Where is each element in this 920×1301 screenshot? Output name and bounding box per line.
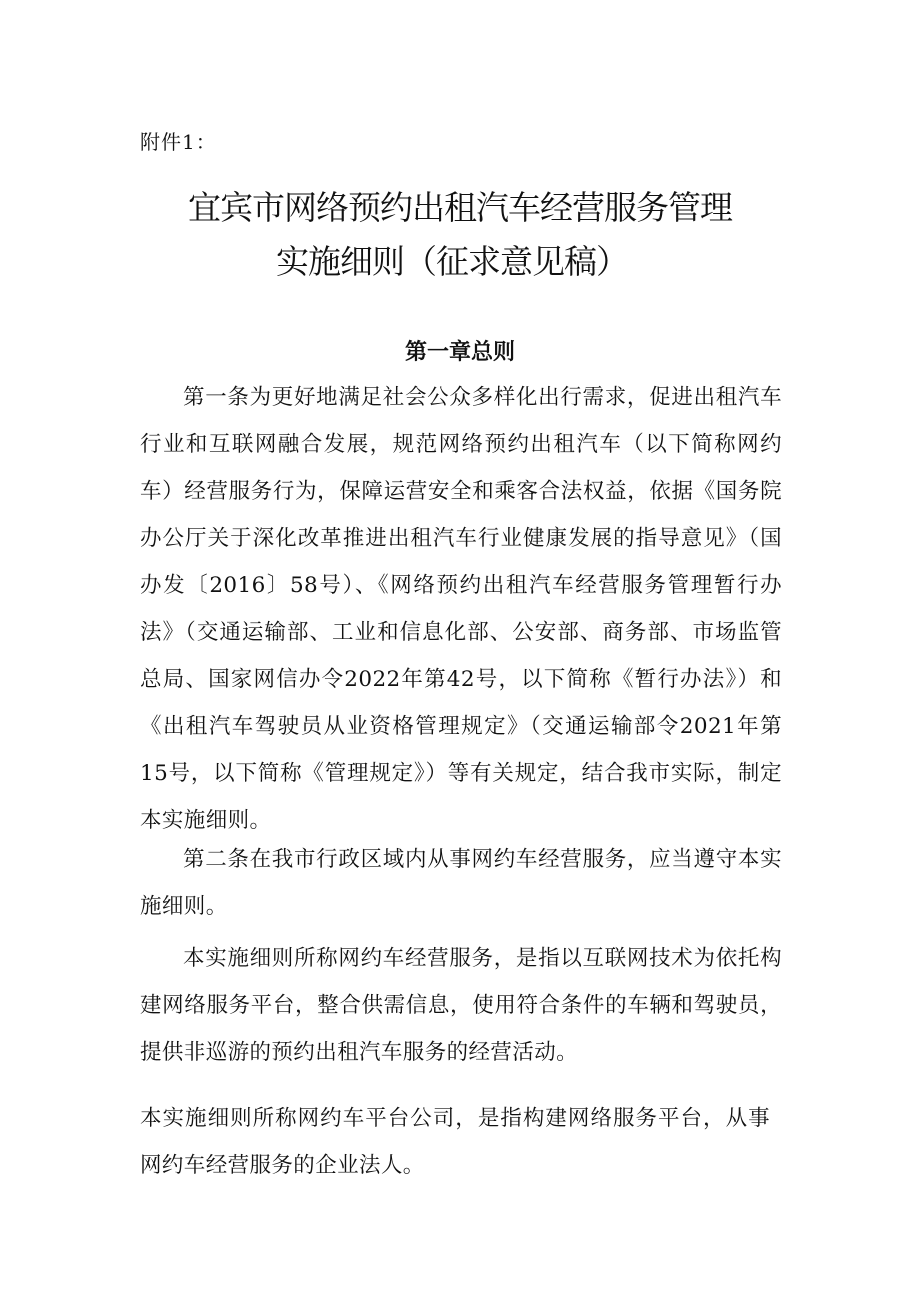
document-title-line-2: 实施细则（征求意见稿） (276, 242, 628, 281)
article-2-paragraph: 第二条在我市行政区域内从事网约车经营服务，应当遵守本实施细则。 (140, 847, 782, 919)
attachment-label: 附件1： (140, 130, 217, 154)
article-1-paragraph: 第一条为更好地满足社会公众多样化出行需求，促进出租汽车行业和互联网融合发展，规范网络预约出租汽车（以下简称网约车）经营服务行为，保障运营安全和乘客合法权益，依据《国务院办公厅关于深化改革推进出租汽车行业健康发展的指导意见》（国办发〔2016〕58号）、《网络预约出租汽车经营服务管理暂行办法》（交通运输部、工业和信息化部、公安部、商务部、市场监管总局、国家网信办令2022年第42号，以下简称《暂行办法》）和《出租汽车驾驶员从业资格管理规定》（交通运输部令2021年第15号，以下简称《管理规定》）等有关规定，结合我市实际，制定本实施细则。 (140, 385, 782, 833)
definition-platform-paragraph: 本实施细则所称网约车平台公司，是指构建网络服务平台，从事网约车经营服务的企业法人。 (140, 1106, 770, 1178)
document-title-line-1: 宜宾市网络预约出租汽车经营服务管理 (188, 188, 732, 227)
chapter-heading: 第一章总则 (404, 340, 515, 365)
definition-service-paragraph: 本实施细则所称网约车经营服务，是指以互联网技术为依托构建网络服务平台，整合供需信息，使用符合条件的车辆和驾驶员，提供非巡游的预约出租汽车服务的经营活动。 (140, 946, 782, 1065)
